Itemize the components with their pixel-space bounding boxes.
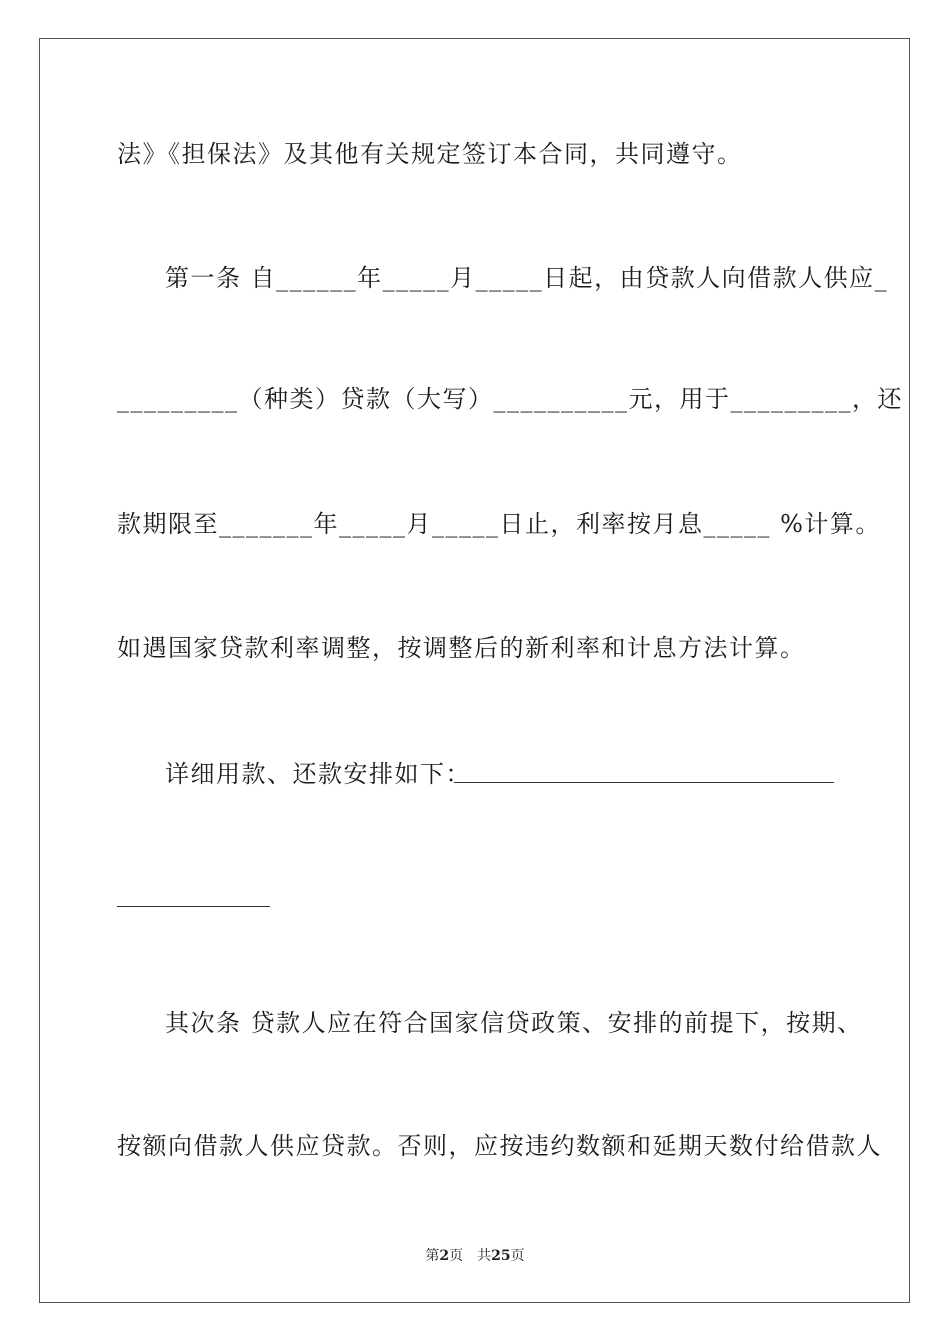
text-line-3: _________（种类）贷款（大写）__________元，用于_________，还 bbox=[117, 385, 903, 413]
footer-page-unit: 页 bbox=[449, 1248, 464, 1264]
page-border bbox=[39, 38, 910, 1303]
footer-total-prefix: 共 bbox=[477, 1248, 492, 1264]
page-footer bbox=[0, 1246, 950, 1266]
text-line-8: 按额向借款人供应贷款。否则，应按违约数额和延期天数付给借款人 bbox=[117, 1132, 882, 1160]
blank-fill-line bbox=[454, 782, 834, 783]
blank-fill-line-continued bbox=[117, 906, 270, 907]
text-line-1: 法》《担保法》及其他有关规定签订本合同，共同遵守。 bbox=[117, 140, 743, 168]
footer-page-number: 2 bbox=[439, 1248, 450, 1264]
text-line-4: 款期限至_______年_____月_____日止，利率按月息_____ %计算。 bbox=[117, 510, 881, 538]
footer-total-unit: 页 bbox=[510, 1248, 525, 1264]
text-line-7: 其次条 贷款人应在符合国家信贷政策、安排的前提下，按期、 bbox=[165, 1009, 863, 1037]
footer-page-prefix: 第 bbox=[425, 1248, 440, 1264]
text-line-6: 详细用款、还款安排如下： bbox=[165, 760, 471, 788]
text-line-5: 如遇国家贷款利率调整，按调整后的新利率和计息方法计算。 bbox=[117, 634, 806, 662]
footer-total-pages: 25 bbox=[491, 1248, 511, 1264]
text-line-2: 第一条 自______年_____月_____日起，由贷款人向借款人供应_ bbox=[165, 264, 889, 292]
